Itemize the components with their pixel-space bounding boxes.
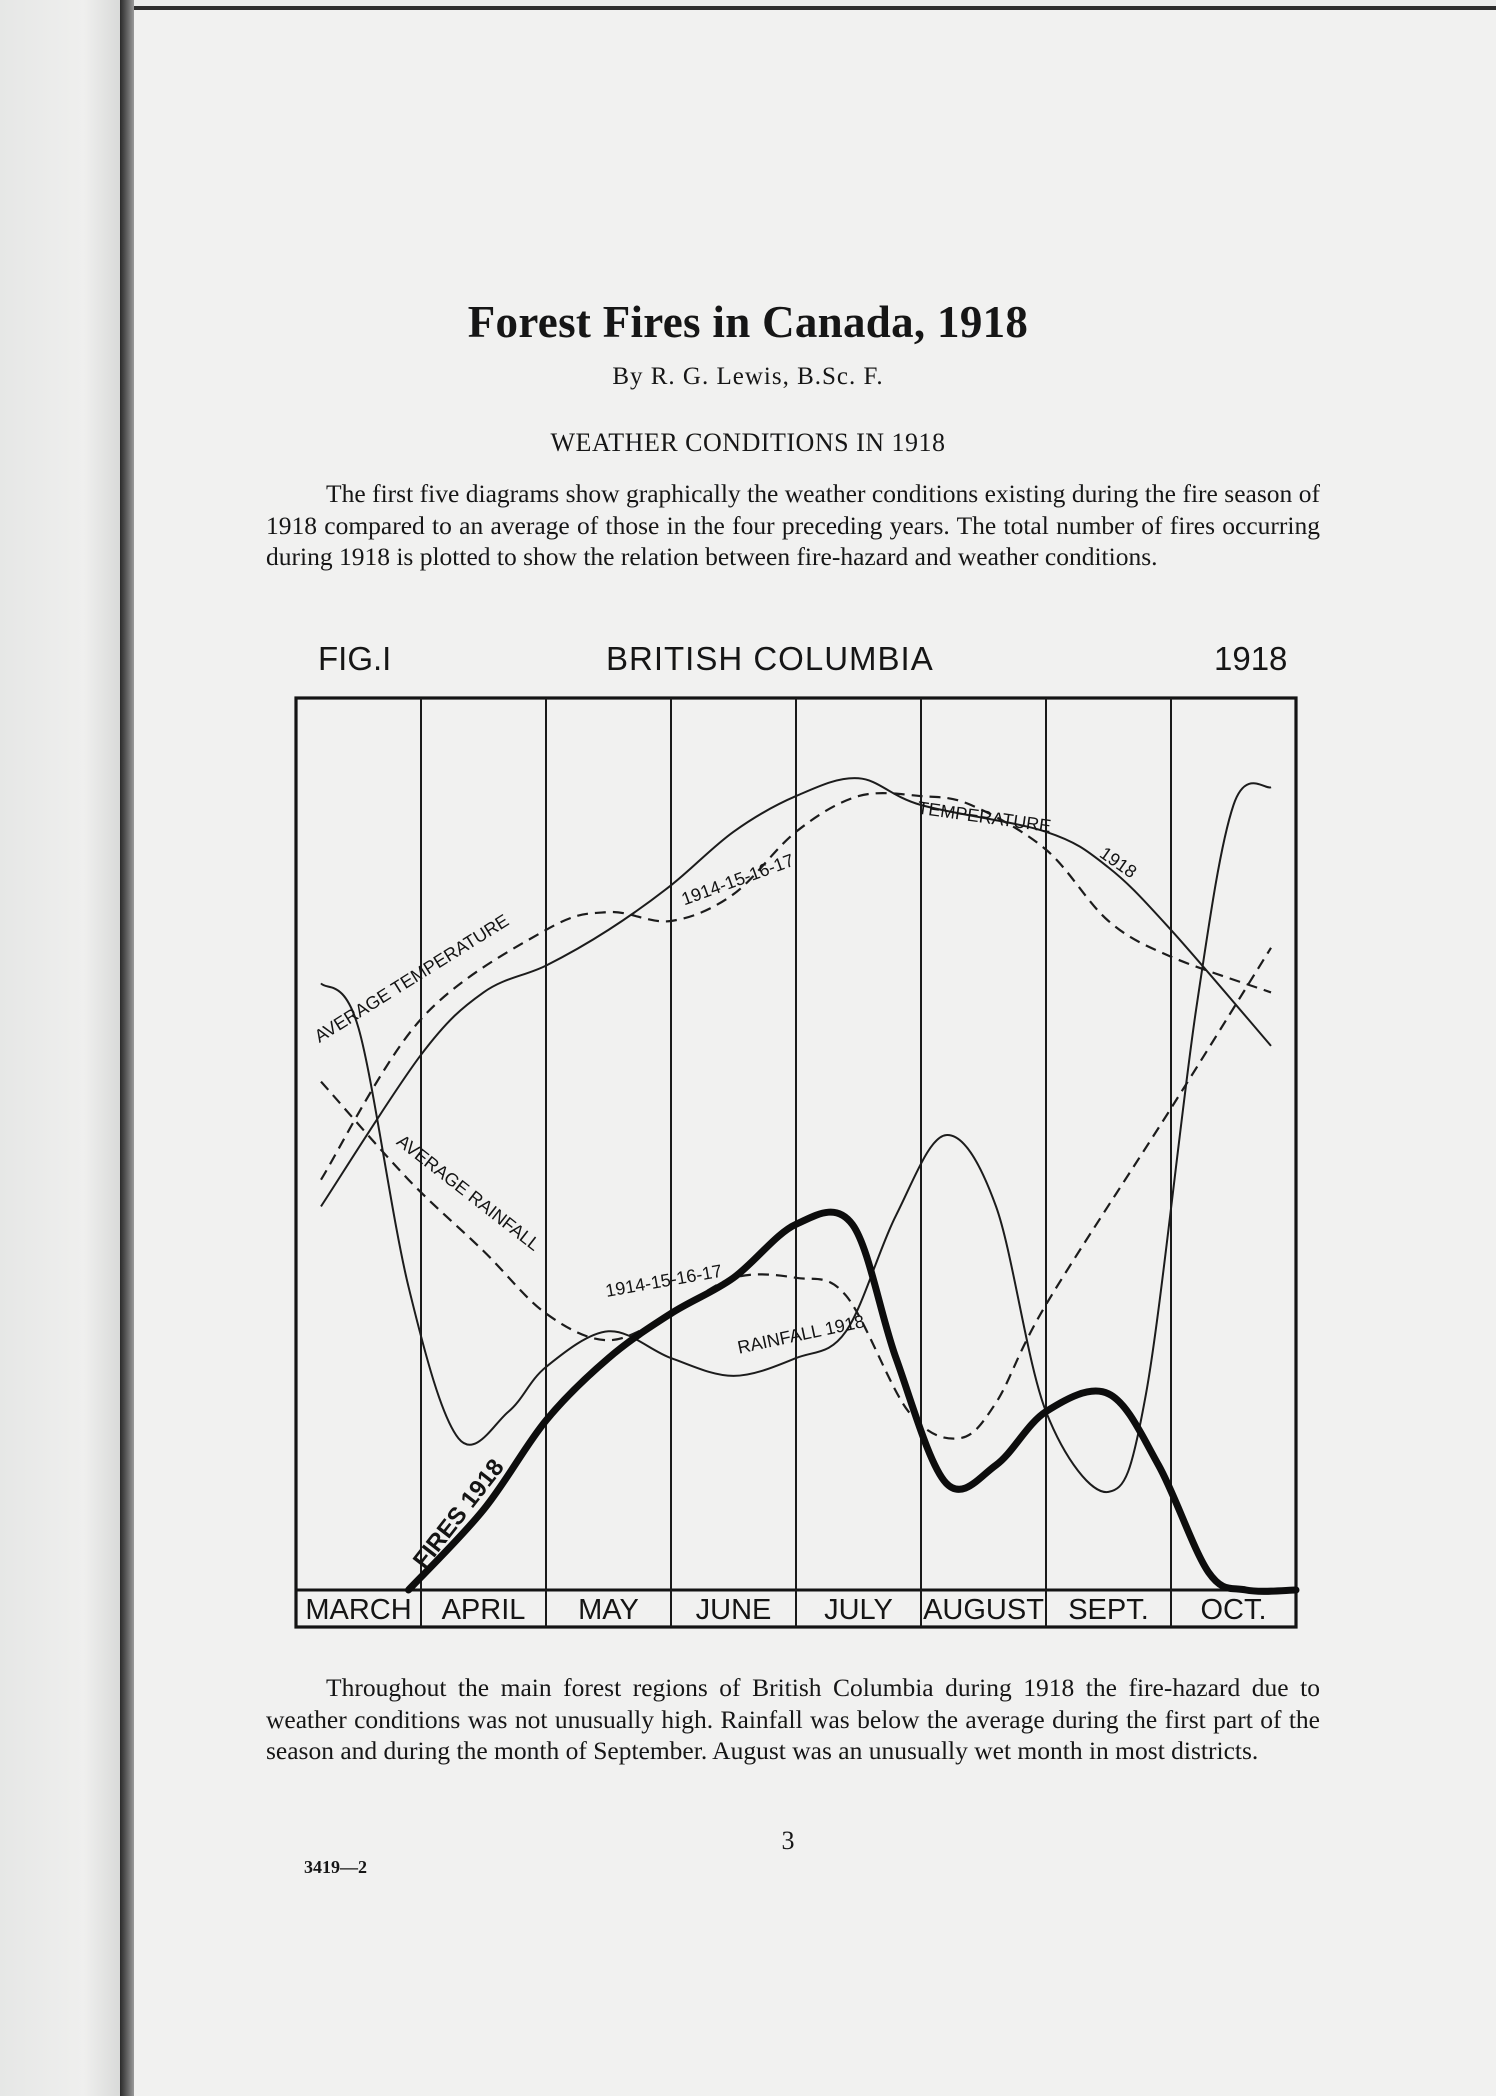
- series-label: AVERAGE RAINFALL: [393, 1130, 544, 1255]
- intro-paragraph: The first five diagrams show graphically the weather conditions existing during the fire season of 1918 compared to an average of those in the four preceding years. The total number of fires occurring during 1918 is plotted to show the relation between fire-hazard and weather conditions.: [266, 479, 1320, 571]
- chart-line-labels: [311, 798, 1140, 1574]
- chart-svg: [280, 690, 1320, 1638]
- month-label: JUNE: [695, 1594, 772, 1626]
- signature-mark: 3419—2: [304, 1857, 367, 1877]
- month-label: MARCH: [305, 1594, 412, 1626]
- figure-region: BRITISH COLUMBIA: [606, 640, 934, 677]
- figure-year: 1918: [1214, 640, 1288, 677]
- series-label: 1914-15-16-17: [603, 1260, 724, 1301]
- figure-number: FIG.I: [318, 640, 392, 677]
- month-label: APRIL: [441, 1594, 526, 1626]
- closing-paragraph: Throughout the main forest regions of British Columbia during 1918 the fire-hazard due to weather conditions was not unusually high. Rainfall was below the average during the first part of the season and during the month of September. August was an unusually wet month in most districts.: [266, 1673, 1320, 1765]
- month-label: MAY: [578, 1594, 639, 1626]
- month-label: OCT.: [1200, 1594, 1267, 1626]
- month-label: SEPT.: [1068, 1594, 1149, 1626]
- section-heading: WEATHER CONDITIONS IN 1918: [550, 428, 946, 457]
- series-label: RAINFALL 1918: [735, 1311, 867, 1358]
- page-number: 3: [781, 1826, 795, 1855]
- series-label: FIRES 1918: [408, 1454, 510, 1574]
- month-label: JULY: [824, 1594, 893, 1626]
- series-label: 1918: [1096, 842, 1141, 883]
- series-label: AVERAGE TEMPERATURE: [310, 910, 513, 1047]
- series-label: TEMPERATURE: [916, 797, 1053, 837]
- article-title: Forest Fires in Canada, 1918: [467, 297, 1029, 347]
- series-label: 1914-15-16-17: [678, 850, 797, 910]
- month-label: AUGUST: [923, 1594, 1044, 1626]
- byline: By R. G. Lewis, B.Sc. F.: [612, 363, 884, 390]
- weather-chart: [280, 690, 1320, 1638]
- chart-month-labels: [305, 1594, 1266, 1626]
